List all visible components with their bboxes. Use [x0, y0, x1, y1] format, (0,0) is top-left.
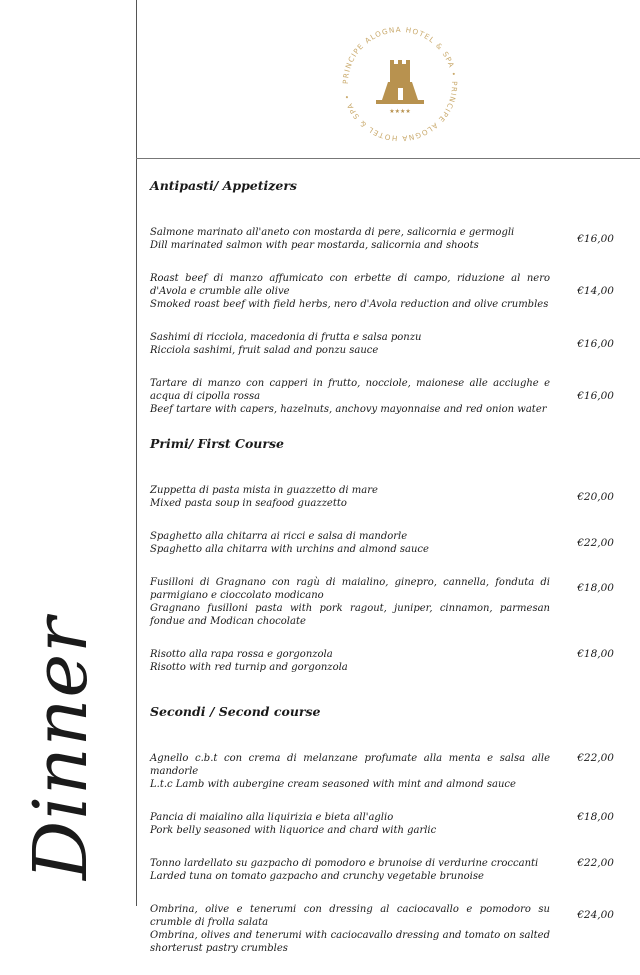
- item-english: Spaghetto alla chitarra with urchins and almond sauce: [150, 544, 429, 555]
- item-price: €14,00: [577, 285, 614, 297]
- tower-icon: [376, 60, 424, 104]
- logo-stars: ★★★★: [389, 108, 411, 115]
- hotel-logo: [336, 20, 464, 148]
- menu-item: [150, 752, 620, 791]
- item-english: Smoked roast beef with field herbs, nero d'Avola reduction and olive crumbles: [150, 299, 549, 310]
- menu-item: [150, 530, 620, 556]
- item-price: €16,00: [577, 390, 614, 402]
- item-english: L.t.c Lamb with aubergine cream seasoned with mint and almond sauce: [150, 779, 516, 790]
- section-title-first-course: Primi/ First Course: [150, 436, 284, 451]
- item-italian: Tartare di manzo con capperi in frutto, nocciole, maionese alle acciughe e acqua di cipolla rossa: [150, 378, 550, 402]
- item-italian: Pancia di maialino alla liquirizia e bieta all'aglio: [150, 812, 394, 823]
- menu-item: [150, 903, 620, 955]
- item-price: €20,00: [577, 490, 614, 503]
- item-english: Mixed pasta soup in seafood guazzetto: [150, 498, 347, 509]
- logo-ring-text: PRINCIPE ALOGNA HOTEL & SPA • PRINCIPE ALOGNA HOTEL & SPA •: [340, 24, 460, 144]
- section-title-appetizers: Antipasti/ Appetizers: [150, 178, 297, 193]
- menu-item: [150, 576, 620, 628]
- item-italian: Zuppetta di pasta mista in guazzetto di mare: [150, 485, 378, 496]
- vertical-divider: [136, 0, 137, 906]
- item-english: Ricciola sashimi, fruit salad and ponzu sauce: [150, 345, 379, 356]
- side-title: Dinner: [18, 616, 104, 880]
- item-english: Dill marinated salmon with pear mostarda, salicornia and shoots: [150, 240, 479, 251]
- item-price: €18,00: [577, 582, 614, 594]
- menu-item: [150, 377, 620, 416]
- item-english: Beef tartare with capers, hazelnuts, anchovy mayonnaise and red onion water: [150, 404, 547, 415]
- menu-item: [150, 648, 620, 674]
- menu-item: [150, 226, 620, 252]
- section-title-second-course: Secondi / Second course: [150, 704, 321, 719]
- item-price: €16,00: [577, 232, 614, 245]
- item-english: Ombrina, olives and tenerumi with caciocavallo dressing and tomato on salted shorterust pastry crumbles: [150, 930, 550, 954]
- item-price: €22,00: [577, 536, 614, 549]
- item-price: €18,00: [577, 811, 614, 823]
- item-italian: Tonno lardellato su gazpacho di pomodoro e brunoise di verdurine croccanti: [150, 858, 539, 869]
- item-italian: Salmone marinato all'aneto con mostarda di pere, salicornia e germogli: [150, 227, 515, 238]
- menu-item: [150, 272, 620, 311]
- item-price: €18,00: [577, 648, 614, 660]
- item-price: €24,00: [577, 909, 614, 921]
- item-price: €22,00: [577, 857, 614, 869]
- item-price: €16,00: [577, 337, 614, 350]
- item-english: Pork belly seasoned with liquorice and chard with garlic: [150, 825, 437, 836]
- menu-item: [150, 811, 620, 837]
- item-italian: Spaghetto alla chitarra ai ricci e salsa di mandorle: [150, 531, 408, 542]
- item-italian: Risotto alla rapa rossa e gorgonzola: [150, 649, 333, 660]
- menu-item: [150, 331, 620, 357]
- item-italian: Sashimi di ricciola, macedonia di frutta e salsa ponzu: [150, 332, 422, 343]
- menu-content: [150, 178, 620, 975]
- menu-item: [150, 857, 620, 883]
- item-italian: Fusilloni di Gragnano con ragù di maialino, ginepro, cannella, fonduta di parmigiano e cioccolato modicano: [150, 577, 550, 601]
- item-english: Risotto with red turnip and gorgonzola: [150, 662, 348, 673]
- item-english: Larded tuna on tomato gazpacho and crunchy vegetable brunoise: [150, 871, 484, 882]
- item-italian: Roast beef di manzo affumicato con erbette di campo, riduzione al nero d'Avola e crumble alle olive: [150, 273, 550, 297]
- item-english: Gragnano fusilloni pasta with pork ragout, juniper, cinnamon, parmesan fondue and Modican chocolate: [150, 603, 550, 627]
- item-italian: Ombrina, olive e tenerumi con dressing al caciocavallo e pomodoro su crumble di frolla salata: [150, 904, 550, 928]
- item-price: €22,00: [577, 752, 614, 764]
- item-italian: Agnello c.b.t con crema di melanzane profumate alla menta e salsa alle mandorle: [150, 753, 550, 777]
- menu-item: [150, 484, 620, 510]
- header-divider: [136, 158, 640, 159]
